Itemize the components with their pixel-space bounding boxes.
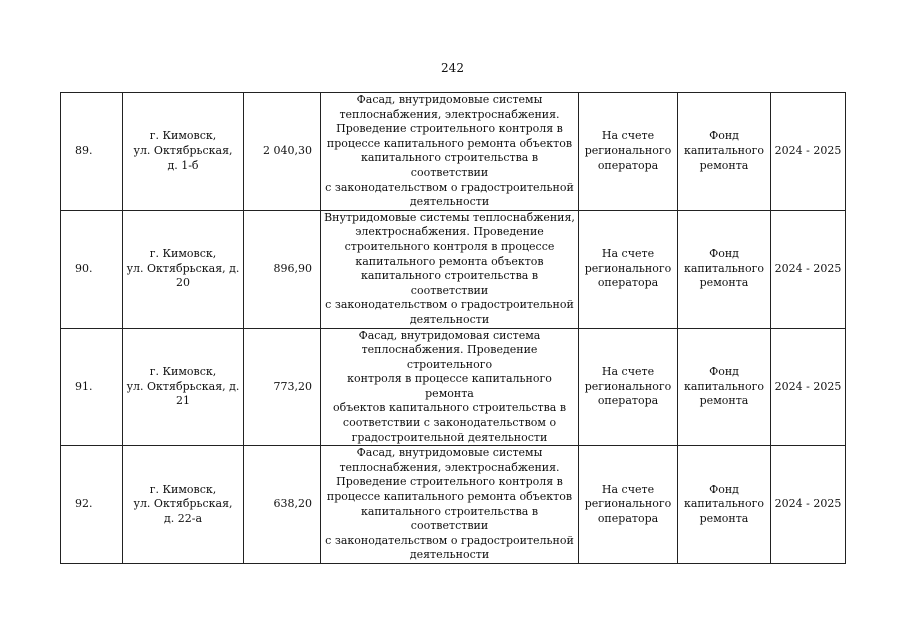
work-line: контроля в процессе капитального ремонта bbox=[347, 372, 552, 400]
work-line: капитального строительства в соответствии bbox=[360, 269, 539, 297]
fund-line: ремонта bbox=[699, 276, 749, 290]
account-cell bbox=[579, 93, 678, 211]
account-line: оператора bbox=[597, 394, 659, 408]
fund-line: капитального bbox=[683, 497, 765, 511]
fund-line: Фонд bbox=[709, 364, 739, 378]
work-line: процессе капитального ремонта объектов bbox=[326, 490, 573, 504]
work-line: Проведение строительного контроля в bbox=[336, 122, 563, 136]
address-line: г. Кимовск, bbox=[149, 364, 217, 378]
fund-line: Фонд bbox=[709, 482, 739, 496]
area-cell: 773,20 bbox=[244, 328, 321, 446]
work-line: строительного контроля в процессе bbox=[344, 239, 555, 253]
table-row bbox=[61, 210, 846, 328]
row-number: 89. bbox=[61, 93, 123, 211]
repair-schedule-table bbox=[60, 92, 846, 564]
account-cell bbox=[579, 210, 678, 328]
address-cell bbox=[123, 93, 244, 211]
row-number: 92. bbox=[61, 446, 123, 564]
account-cell bbox=[579, 446, 678, 564]
work-description-cell bbox=[321, 210, 579, 328]
work-line: Фасад, внутридомовые системы bbox=[356, 446, 543, 460]
account-cell bbox=[579, 328, 678, 446]
account-line: регионального bbox=[584, 379, 672, 393]
work-line: Проведение строительного контроля в bbox=[336, 475, 563, 489]
fund-cell bbox=[678, 210, 771, 328]
address-line: д. 1-б bbox=[167, 158, 199, 172]
work-line: Внутридомовые системы теплоснабжения, bbox=[324, 210, 575, 224]
address-line: ул. Октябрьская, bbox=[133, 144, 233, 158]
period-cell: 2024 - 2025 bbox=[771, 93, 846, 211]
work-line: объектов капитального строительства в bbox=[332, 401, 567, 415]
table-row bbox=[61, 446, 846, 564]
account-line: На счете bbox=[601, 247, 655, 261]
area-cell: 638,20 bbox=[244, 446, 321, 564]
work-line: теплоснабжения, электроснабжения. bbox=[339, 460, 560, 474]
work-line: электроснабжения. Проведение bbox=[355, 225, 544, 239]
work-line: градостроительной деятельности bbox=[351, 430, 548, 444]
work-line: капитального строительства в соответствии bbox=[360, 504, 539, 533]
row-number: 90. bbox=[61, 210, 123, 328]
address-line: ул. Октябрьская, д. 20 bbox=[126, 261, 240, 290]
fund-line: Фонд bbox=[709, 247, 739, 261]
fund-cell bbox=[678, 93, 771, 211]
work-line: процессе капитального ремонта объектов bbox=[326, 136, 573, 150]
row-number: 91. bbox=[61, 328, 123, 446]
fund-line: ремонта bbox=[699, 394, 749, 408]
address-cell bbox=[123, 210, 244, 328]
area-cell: 896,90 bbox=[244, 210, 321, 328]
account-line: оператора bbox=[597, 276, 659, 290]
work-line: теплоснабжения. Проведение строительного bbox=[361, 343, 538, 371]
fund-line: капитального bbox=[683, 379, 765, 393]
work-line: с законодательством о градостроительной bbox=[325, 180, 574, 194]
fund-line: ремонта bbox=[699, 511, 749, 525]
fund-line: капитального bbox=[683, 144, 765, 158]
address-line: ул. Октябрьская, bbox=[133, 497, 233, 511]
work-description-cell bbox=[321, 446, 579, 564]
fund-line: капитального bbox=[683, 261, 765, 275]
work-line: капитального строительства в соответствии bbox=[360, 151, 539, 179]
work-line: теплоснабжения, электроснабжения. bbox=[339, 107, 560, 121]
work-description-cell bbox=[321, 93, 579, 211]
work-line: деятельности bbox=[409, 312, 490, 326]
address-line: д. 22-а bbox=[163, 511, 203, 525]
page-number: 242 bbox=[441, 61, 464, 75]
address-cell bbox=[123, 328, 244, 446]
account-line: оператора bbox=[597, 158, 659, 172]
account-line: регионального bbox=[584, 261, 672, 275]
address-line: г. Кимовск, bbox=[149, 482, 217, 496]
work-line: Фасад, внутридомовая система bbox=[358, 328, 541, 342]
work-line: с законодательством о градостроительной bbox=[325, 298, 574, 312]
work-line: соответствии с законодательством о bbox=[342, 416, 557, 430]
table-row bbox=[61, 93, 846, 211]
fund-line: ремонта bbox=[699, 158, 749, 172]
work-line: деятельности bbox=[409, 195, 490, 209]
account-line: На счете bbox=[601, 482, 655, 496]
address-line: ул. Октябрьская, д. 21 bbox=[126, 379, 240, 408]
work-line: капитального ремонта объектов bbox=[355, 254, 544, 268]
account-line: На счете bbox=[601, 129, 655, 143]
account-line: оператора bbox=[597, 511, 659, 525]
period-cell: 2024 - 2025 bbox=[771, 446, 846, 564]
account-line: На счете bbox=[601, 364, 655, 378]
work-description-cell bbox=[321, 328, 579, 446]
address-cell bbox=[123, 446, 244, 564]
fund-cell bbox=[678, 328, 771, 446]
address-line: г. Кимовск, bbox=[149, 129, 217, 143]
work-line: с законодательством о градостроительной bbox=[325, 533, 574, 547]
fund-cell bbox=[678, 446, 771, 564]
period-cell: 2024 - 2025 bbox=[771, 210, 846, 328]
address-line: г. Кимовск, bbox=[149, 247, 217, 261]
fund-line: Фонд bbox=[709, 129, 739, 143]
table-row bbox=[61, 328, 846, 446]
work-line: Фасад, внутридомовые системы bbox=[356, 93, 543, 106]
account-line: регионального bbox=[584, 144, 672, 158]
area-cell: 2 040,30 bbox=[244, 93, 321, 211]
period-cell: 2024 - 2025 bbox=[771, 328, 846, 446]
work-line: деятельности bbox=[409, 548, 490, 562]
account-line: регионального bbox=[584, 497, 672, 511]
